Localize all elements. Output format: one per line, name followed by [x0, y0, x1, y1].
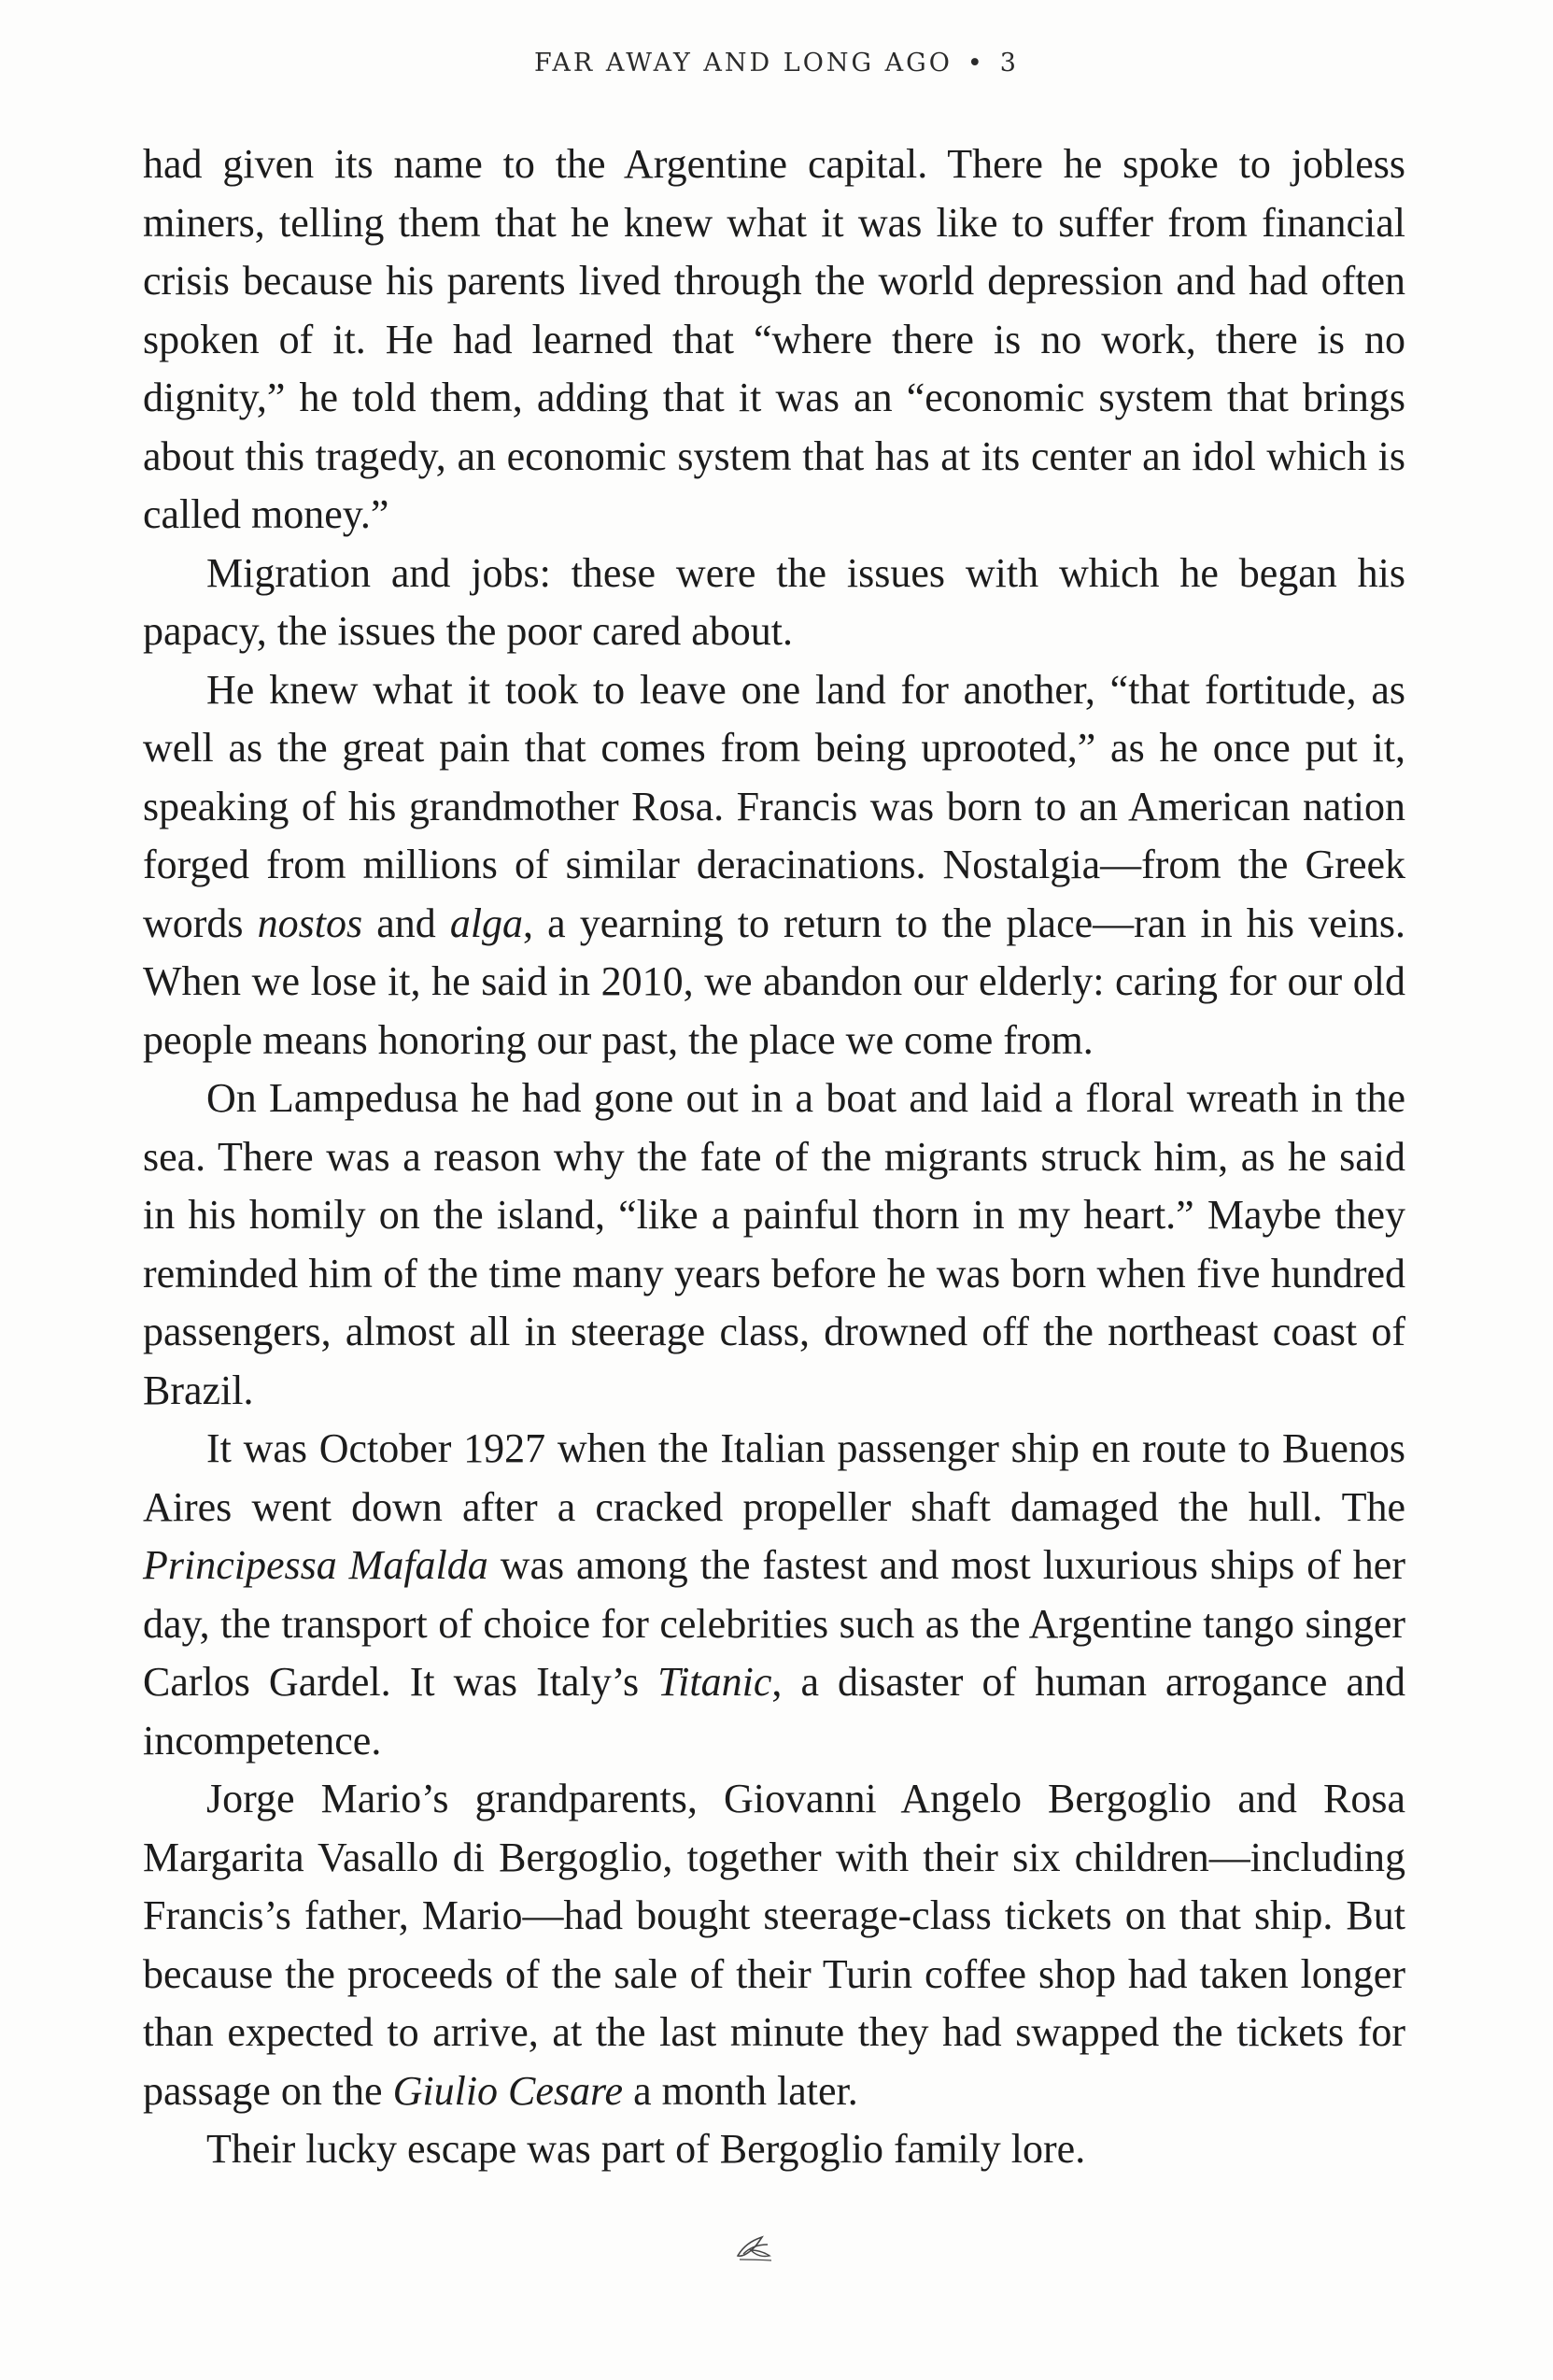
paragraph: [143, 545, 1405, 661]
paragraph-text: was among the fastest and most luxurious ships of her day, the transport of choice for celebrities such as the Argentine tango singer Carlos Gardel. It was Italy’s: [143, 1542, 1405, 1705]
paragraph-text: Jorge Mario’s grandparents, Giovanni Angelo Bergoglio and Rosa Margarita Vasallo di Bergoglio, together with their six children—including Francis’s father, Mario—had bought steerage-class tickets on that ship. But because the proceeds of the sale of their Turin coffee shop had taken longer than expected to arrive, at the last minute they had swapped the tickets for passage on the: [143, 1776, 1405, 2114]
italic-text: Titanic: [657, 1659, 772, 1705]
paragraph-text: , a yearning to return to the place—ran in his veins. When we lose it, he said in 2010, we abandon our elderly: caring for our old people means honoring our past, the place we come from.: [143, 900, 1405, 1063]
italic-text: Giulio Cesare: [392, 2067, 624, 2114]
paragraph: [143, 2120, 1405, 2179]
paragraph: [143, 1420, 1405, 1770]
paragraph-text: , a disaster of human arrogance and incompetence.: [143, 1659, 1405, 1764]
paragraph-text: It was October 1927 when the Italian passenger ship en route to Buenos Aires went down after a cracked propeller shaft damaged the hull. The: [143, 1425, 1405, 1530]
body-text: [143, 135, 1405, 2179]
italic-text: Principessa Mafalda: [143, 1542, 488, 1588]
paragraph-text: Their lucky escape was part of Bergoglio family lore.: [206, 2126, 1086, 2172]
paragraph: [143, 1070, 1405, 1420]
paragraph-text: had given its name to the Argentine capital. There he spoke to jobless miners, telling them that he knew what it was like to suffer from financial crisis because his parents lived through the world depression and had often spoken of it. He had learned that “where there is no work, there is no dignity,” he told them, adding that it was an “economic system that brings about this tragedy, an economic system that has at its center an idol which is called money.”: [143, 141, 1405, 537]
fleuron-icon: [730, 2228, 777, 2265]
page-number: 3: [999, 49, 1019, 78]
paragraph-text: Migration and jobs: these were the issues with which he began his papacy, the issues the poor cared about.: [143, 549, 1405, 654]
running-head-separator: •: [967, 49, 985, 78]
paragraph-text: He knew what it took to leave one land for another, “that fortitude, as well as the great pain that comes from being uprooted,” as he once put it, speaking of his grandmother Rosa. Francis was born to an American nation forged from millions of similar deracinations. Nostalgia—from the Greek words: [143, 666, 1405, 946]
paragraph-text: a month later.: [623, 2067, 858, 2114]
running-head-title: FAR AWAY AND LONG AGO: [534, 49, 953, 78]
paragraph: [143, 661, 1405, 1070]
italic-text: alga: [449, 900, 524, 946]
running-head: [0, 49, 1553, 78]
paragraph-text: and: [362, 900, 450, 946]
paragraph-text: On Lampedusa he had gone out in a boat and laid a floral wreath in the sea. There was a reason why the fate of the migrants struck him, as he said in his homily on the island, “like a painful thorn in my heart.” Maybe they reminded him of the time many years before he was born when five hundred passengers, almost all in steerage class, drowned off the northeast coast of Brazil.: [143, 1075, 1405, 1413]
italic-text: nostos: [257, 900, 363, 946]
paragraph: [143, 135, 1405, 545]
paragraph: [143, 1770, 1405, 2120]
